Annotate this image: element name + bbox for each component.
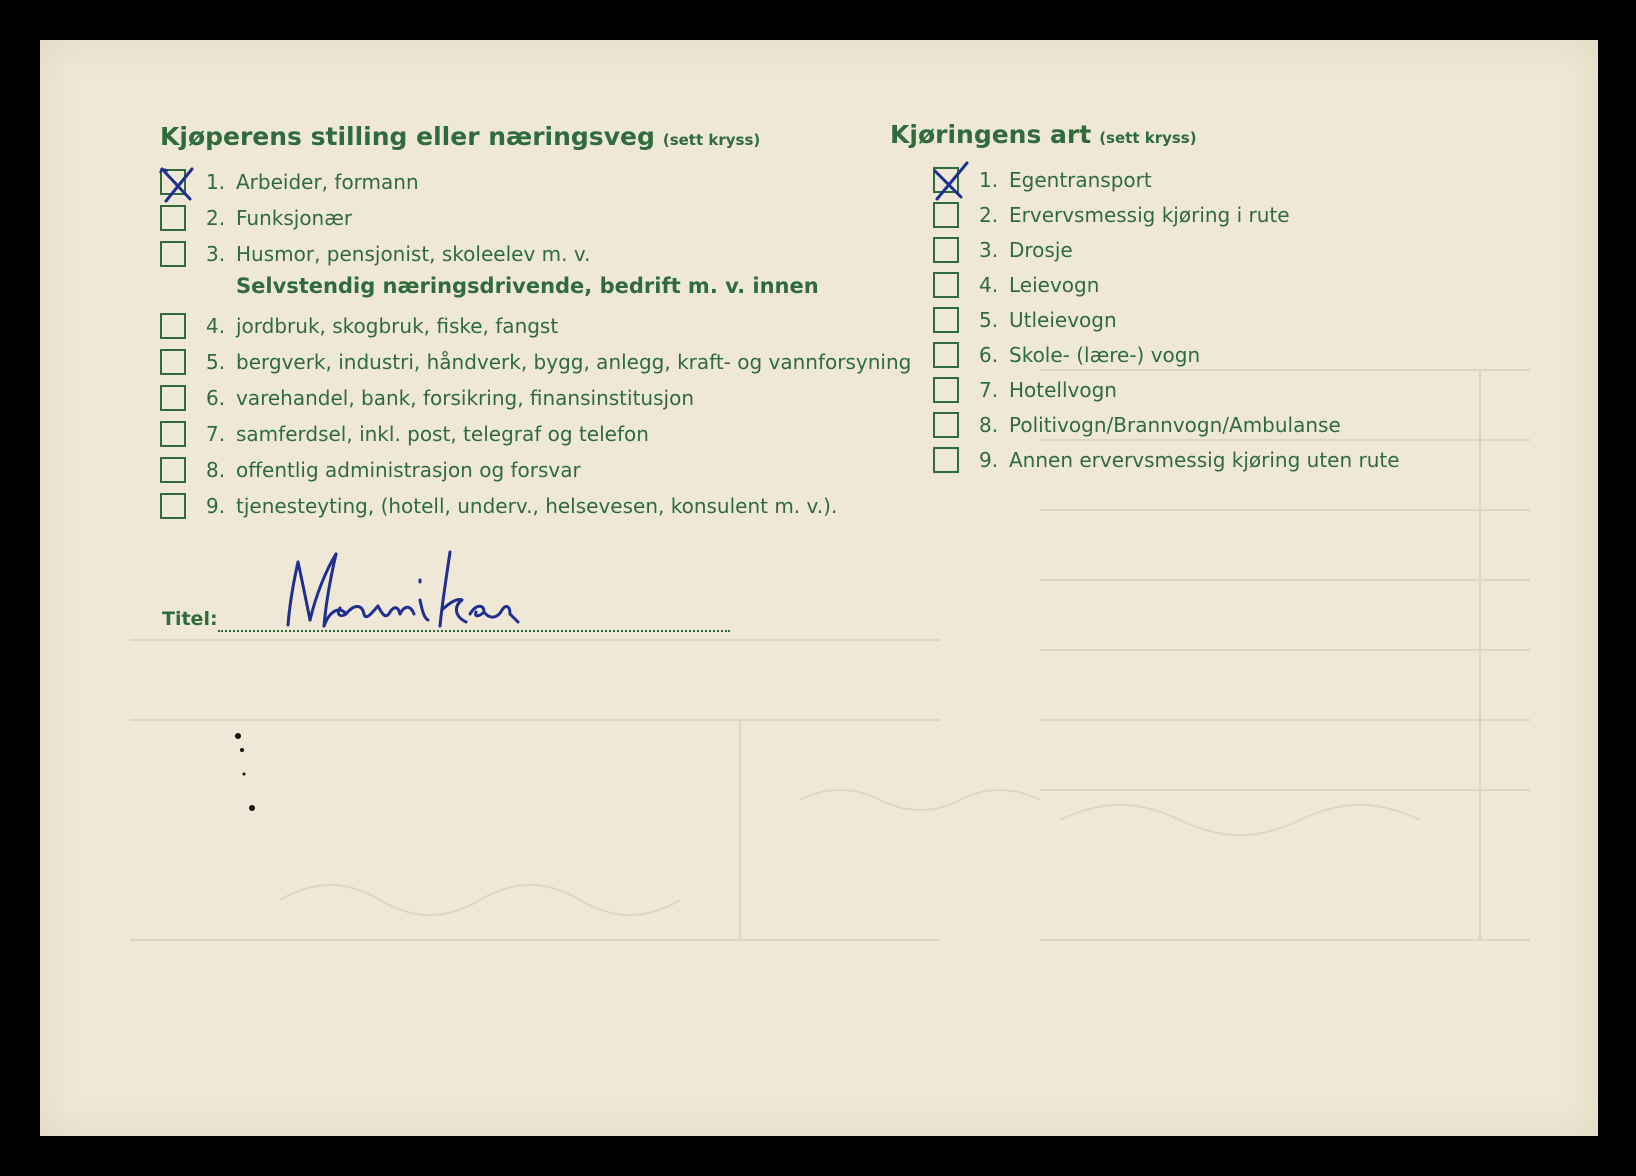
checkbox-left-9[interactable]	[160, 493, 186, 519]
left-section-note: (sett kryss)	[662, 131, 761, 149]
left-section-title	[160, 122, 760, 151]
checkbox-right-6[interactable]	[933, 342, 959, 368]
option-label: varehandel, bank, forsikring, finansinstitusjon	[236, 386, 694, 410]
right-option-3[interactable]	[933, 233, 1073, 267]
left-option-6[interactable]	[160, 381, 694, 415]
option-label: tjenesteyting, (hotell, underv., helsevesen, konsulent m. v.).	[236, 494, 838, 518]
right-option-9[interactable]	[933, 443, 1400, 477]
left-option-5[interactable]	[160, 345, 911, 379]
option-number: 3.	[206, 242, 226, 266]
checkbox-right-7[interactable]	[933, 377, 959, 403]
checkbox-right-2[interactable]	[933, 202, 959, 228]
option-number: 7.	[979, 378, 999, 402]
option-number: 1.	[206, 170, 226, 194]
checkmark-x-icon	[929, 161, 973, 203]
option-label: Utleievogn	[1009, 308, 1117, 332]
option-number: 6.	[979, 343, 999, 367]
option-number: 4.	[979, 273, 999, 297]
left-option-4[interactable]	[160, 309, 558, 343]
option-number: 2.	[206, 206, 226, 230]
option-label: Politivogn/Brannvogn/Ambulanse	[1009, 413, 1341, 437]
right-section-title-text: Kjøringens art	[890, 120, 1092, 149]
form-page	[40, 40, 1598, 1136]
left-option-7[interactable]	[160, 417, 649, 451]
checkbox-right-1[interactable]	[933, 167, 959, 193]
right-option-1[interactable]	[933, 163, 1152, 197]
left-option-9[interactable]	[160, 489, 837, 523]
option-label: Husmor, pensjonist, skoleelev m. v.	[236, 242, 591, 266]
left-section-title-text: Kjøperens stilling eller næringsveg	[160, 122, 655, 151]
option-label: Egentransport	[1009, 168, 1152, 192]
checkbox-left-2[interactable]	[160, 205, 186, 231]
option-number: 3.	[979, 238, 999, 262]
option-number: 9.	[206, 494, 226, 518]
option-number: 8.	[206, 458, 226, 482]
option-number: 4.	[206, 314, 226, 338]
option-number: 5.	[979, 308, 999, 332]
option-number: 2.	[979, 203, 999, 227]
option-number: 7.	[206, 422, 226, 446]
left-option-2[interactable]	[160, 201, 352, 235]
checkbox-left-1[interactable]	[160, 169, 186, 195]
left-option-3[interactable]	[160, 237, 590, 271]
right-option-6[interactable]	[933, 338, 1200, 372]
checkbox-left-8[interactable]	[160, 457, 186, 483]
checkbox-right-8[interactable]	[933, 412, 959, 438]
option-label: bergverk, industri, håndverk, bygg, anlegg, kraft- og vannforsyning	[236, 350, 912, 374]
option-label: Arbeider, formann	[236, 170, 419, 194]
right-section-note: (sett kryss)	[1099, 129, 1197, 147]
right-option-5[interactable]	[933, 303, 1117, 337]
checkbox-left-5[interactable]	[160, 349, 186, 375]
right-option-4[interactable]	[933, 268, 1099, 302]
option-label: Drosje	[1009, 238, 1073, 262]
option-number: 5.	[206, 350, 226, 374]
left-option-8[interactable]	[160, 453, 581, 487]
option-label: offentlig administrasjon og forsvar	[236, 458, 581, 482]
option-label: samferdsel, inkl. post, telegraf og telefon	[236, 422, 649, 446]
checkbox-left-4[interactable]	[160, 313, 186, 339]
option-number: 1.	[979, 168, 999, 192]
right-section-title	[890, 120, 1197, 149]
option-number: 9.	[979, 448, 999, 472]
handwritten-titel-signature	[270, 540, 570, 640]
option-label: Funksjonær	[236, 206, 353, 230]
right-option-7[interactable]	[933, 373, 1117, 407]
option-number: 6.	[206, 386, 226, 410]
checkbox-right-4[interactable]	[933, 272, 959, 298]
right-option-2[interactable]	[933, 198, 1290, 232]
checkbox-right-3[interactable]	[933, 237, 959, 263]
left-option-1[interactable]	[160, 165, 419, 199]
option-label: Hotellvogn	[1009, 378, 1117, 402]
option-label: Ervervsmessig kjøring i rute	[1009, 203, 1290, 227]
option-label: Leievogn	[1009, 273, 1100, 297]
option-label: jordbruk, skogbruk, fiske, fangst	[236, 314, 559, 338]
ink-speck-marks	[230, 730, 270, 820]
option-label: Annen ervervsmessig kjøring uten rute	[1009, 448, 1400, 472]
option-number: 8.	[979, 413, 999, 437]
checkbox-left-7[interactable]	[160, 421, 186, 447]
checkbox-left-3[interactable]	[160, 241, 186, 267]
right-option-8[interactable]	[933, 408, 1341, 442]
self-employed-subheading: Selvstendig næringsdrivende, bedrift m. v. innen	[236, 274, 819, 298]
checkbox-right-9[interactable]	[933, 447, 959, 473]
titel-label: Titel:	[162, 608, 218, 630]
checkbox-left-6[interactable]	[160, 385, 186, 411]
option-label: Skole- (lære-) vogn	[1009, 343, 1201, 367]
checkbox-right-5[interactable]	[933, 307, 959, 333]
checkmark-x-icon	[156, 163, 200, 205]
